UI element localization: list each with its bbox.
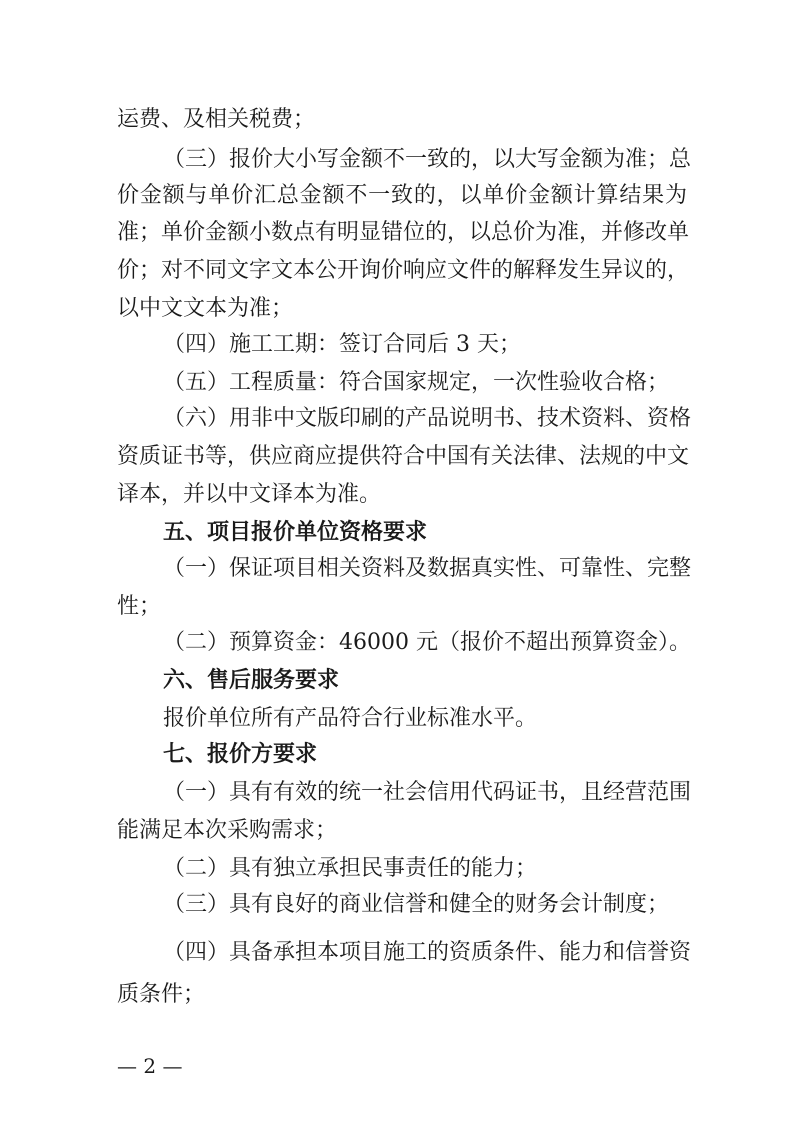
text-line: （二）具有独立承担民事责任的能力； bbox=[163, 856, 538, 881]
text-line: （六）用非中文版印刷的产品说明书、技术资料、资格 bbox=[163, 406, 692, 431]
section-heading: 五、项目报价单位资格要求 bbox=[163, 520, 428, 545]
text-line: （四）具备承担本项目施工的资质条件、能力和信誉资 bbox=[163, 940, 692, 965]
text-line: 运费、及相关税费； bbox=[117, 107, 316, 132]
text-line: 译本，并以中文译本为准。 bbox=[117, 482, 382, 507]
text-line: 价金额与单价汇总金额不一致的，以单价金额计算结果为 bbox=[117, 183, 687, 208]
text-line: 资质证书等，供应商应提供符合中国有关法律、法规的中文 bbox=[117, 444, 690, 469]
text-line: 质条件； bbox=[117, 982, 206, 1007]
text-line: 以中文文本为准； bbox=[117, 296, 294, 321]
text-line: 报价单位所有产品符合行业标准水平。 bbox=[163, 706, 538, 731]
text-line: 价；对不同文字文本公开询价响应文件的解释发生异议的， bbox=[117, 258, 690, 283]
text-line: 性； bbox=[117, 594, 162, 619]
text-line: （五）工程质量：符合国家规定，一次性验收合格； bbox=[163, 370, 670, 395]
section-heading: 六、售后服务要求 bbox=[163, 668, 340, 693]
page-number: — 2 — bbox=[117, 1054, 183, 1078]
text-line: 能满足本次采购需求； bbox=[117, 818, 338, 843]
text-line: （一）具有有效的统一社会信用代码证书，且经营范围 bbox=[163, 780, 692, 805]
section-heading: 七、报价方要求 bbox=[163, 742, 318, 767]
text-line: （四）施工工期：签订合同后 3 天； bbox=[163, 332, 521, 357]
text-line: （三）报价大小写金额不一致的，以大写金额为准；总 bbox=[163, 147, 692, 172]
text-line: （一）保证项目相关资料及数据真实性、可靠性、完整 bbox=[163, 556, 692, 581]
text-line: 准；单价金额小数点有明显错位的，以总价为准，并修改单 bbox=[117, 220, 690, 245]
text-line: （二）预算资金：46000 元（报价不超出预算资金）。 bbox=[163, 630, 691, 655]
text-line: （三）具有良好的商业信誉和健全的财务会计制度； bbox=[163, 892, 670, 917]
